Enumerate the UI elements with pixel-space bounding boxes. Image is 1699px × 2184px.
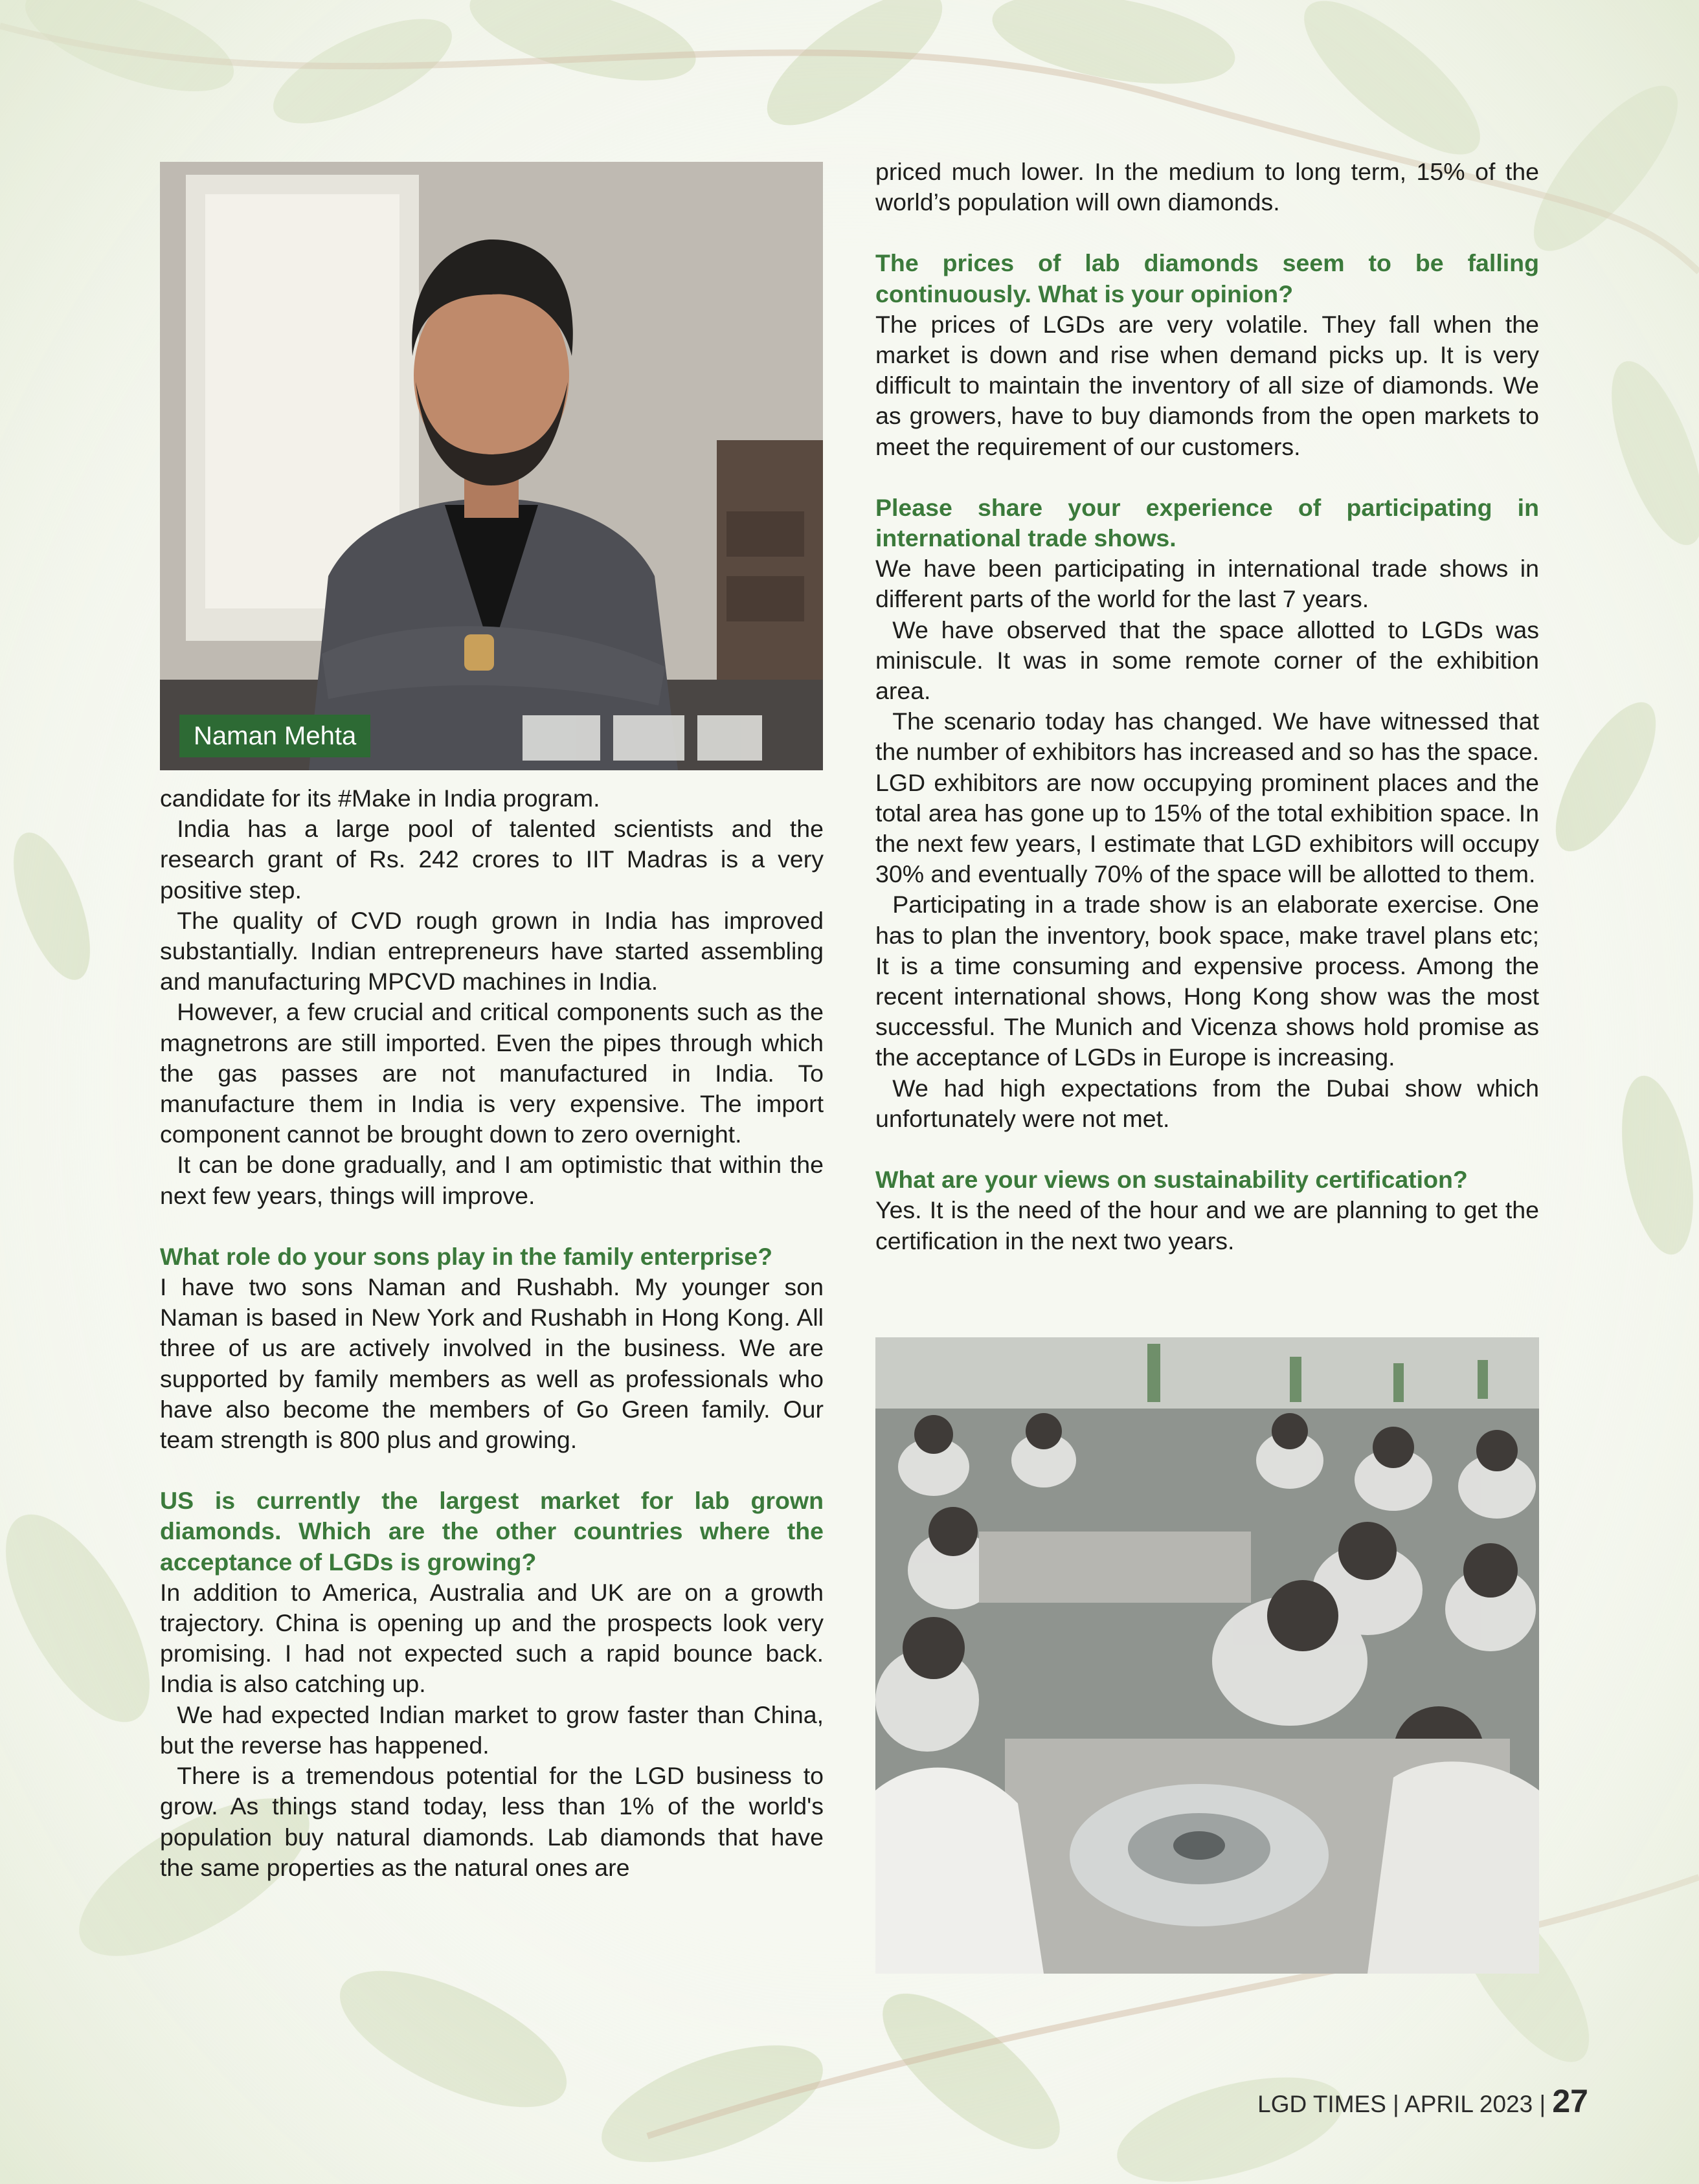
body-paragraph: However, a few crucial and critical components such as the magnetrons are still imported. Even the pipes through which the gas passes are not manufactured in India. To manufacture them in India is very expensive. The import component cannot be brought down to zero overnight. (160, 998, 824, 1148)
paragraph-gap (160, 1455, 824, 1486)
question-heading: US is currently the largest market for lab grown diamonds. Which are the other countries where the acceptance of LGDs is growing? (160, 1487, 824, 1576)
publication-name: LGD TIMES (1257, 2091, 1386, 2117)
body-paragraph: We have been participating in international trade shows in different parts of the world for the last 7 years. (875, 555, 1539, 613)
body-paragraph: India has a large pool of talented scientists and the research grant of Rs. 242 crores to IIT Madras is a very positive step. (160, 815, 824, 904)
workshop-photo (875, 1337, 1539, 1974)
body-paragraph: Participating in a trade show is an elaborate exercise. One has to plan the inventory, book space, make travel plans etc; It is a time consuming and expensive process. Among the recent international shows, Hong Kong show was the most successful. The Munich and Vicenza shows hold promise as the acceptance of LGDs in Europe is increasing. (875, 891, 1539, 1071)
question-heading: The prices of lab diamonds seem to be falling continuously. What is your opinion? (875, 249, 1539, 307)
paragraph-gap (875, 1134, 1539, 1164)
left-column (160, 783, 824, 1883)
body-paragraph: We had expected Indian market to grow faster than China, but the reverse has happened. (160, 1700, 824, 1759)
paragraph-gap (160, 1211, 824, 1242)
body-paragraph: There is a tremendous potential for the LGD business to grow. As things stand today, less than 1% of the world's population buy natural diamonds. Lab diamonds that have the same properties as the natural ones are (160, 1762, 824, 1881)
paragraph-gap (875, 217, 1539, 248)
body-paragraph: The quality of CVD rough grown in India has improved substantially. Indian entrepreneurs have started assembling and manufacturing MPCVD machines in India. (160, 906, 824, 996)
portrait-photo (160, 162, 823, 770)
body-paragraph: We have observed that the space allotted to LGDs was miniscule. It was in some remote corner of the exhibition area. (875, 616, 1539, 705)
body-paragraph: priced much lower. In the medium to long term, 15% of the world’s population will own diamonds. (875, 158, 1539, 216)
body-paragraph: We had high expectations from the Dubai show which unfortunately were not met. (875, 1074, 1539, 1132)
question-heading: What role do your sons play in the family enterprise? (160, 1242, 773, 1270)
right-column (875, 157, 1539, 1256)
body-paragraph: It can be done gradually, and I am optimistic that within the next few years, things will improve. (160, 1151, 824, 1209)
page-footer (1257, 2083, 1588, 2123)
page-number: 27 (1552, 2083, 1588, 2119)
portrait-caption: Naman Mehta (179, 715, 370, 757)
footer-separator: | (1393, 2091, 1399, 2117)
issue-date: APRIL 2023 (1404, 2091, 1533, 2117)
body-paragraph: The scenario today has changed. We have witnessed that the number of exhibitors has increased and so has the space. LGD exhibitors are now occupying prominent places and the total area has gone up to 15% of the total exhibition space. In the next few years, I estimate that LGD exhibitors will occupy 30% and eventually 70% of the space will be allotted to them. (875, 708, 1539, 888)
footer-separator-2: | (1539, 2091, 1546, 2117)
paragraph-gap (875, 462, 1539, 493)
body-paragraph: In addition to America, Australia and UK are on a growth trajectory. China is opening up and the prospects look very promising. I had not expected such a rapid bounce back. India is also catching up. (160, 1578, 824, 1698)
question-heading: What are your views on sustainability certification? (875, 1166, 1468, 1194)
question-heading: Please share your experience of participating in international trade shows. (875, 493, 1539, 552)
body-paragraph: candidate for its #Make in India program. (160, 785, 600, 812)
body-paragraph: Yes. It is the need of the hour and we are planning to get the certification in the next two years. (875, 1196, 1539, 1254)
body-paragraph: The prices of LGDs are very volatile. They fall when the market is down and rise when demand picks up. It is very difficult to maintain the inventory of all size of diamonds. We as growers, have to buy diamonds from the open markets to meet the requirement of our customers. (875, 310, 1539, 460)
body-paragraph: I have two sons Naman and Rushabh. My younger son Naman is based in New York and Rushabh in Hong Kong. All three of us are actively involved in the business. We are supported by family members as well as professionals who have also become the members of Go Green family. Our team strength is 800 plus and growing. (160, 1273, 824, 1454)
